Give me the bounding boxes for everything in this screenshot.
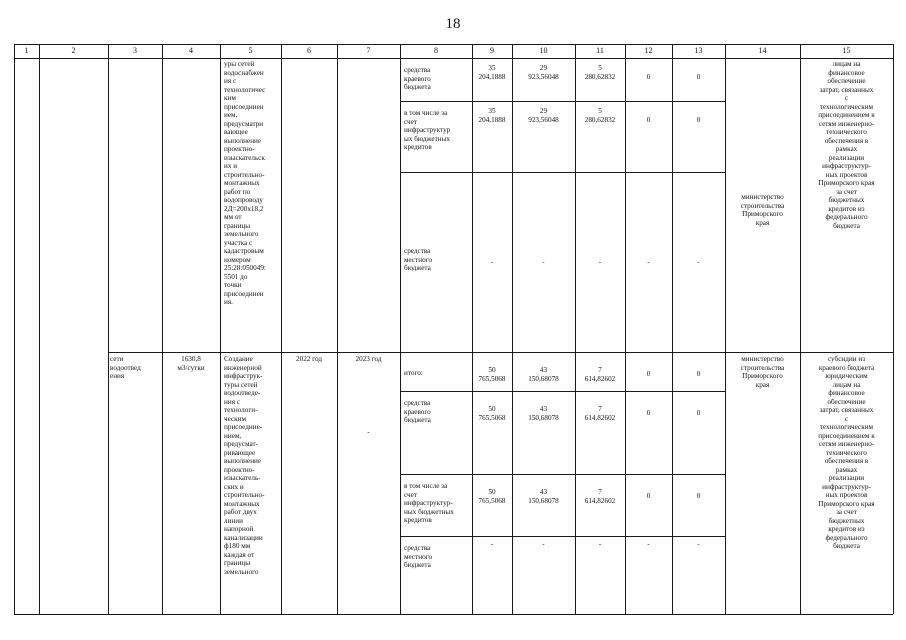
column-header: 6 xyxy=(307,46,311,55)
cell-line: краевого xyxy=(404,74,431,83)
cell-line: м3/сутки xyxy=(177,363,205,372)
cell-line: ения xyxy=(110,372,125,380)
cell-line: проектно- xyxy=(224,465,255,474)
amount-value xyxy=(575,405,625,422)
cell-line: бюджета xyxy=(833,221,860,230)
cell-line: инфраструк- xyxy=(224,372,263,380)
cell-line: министерство xyxy=(741,355,784,363)
cell-line: их и xyxy=(224,162,238,170)
measure-description xyxy=(802,355,891,551)
funding-source xyxy=(404,399,470,425)
cell-line: 43 xyxy=(539,366,548,374)
amount-value: 0 xyxy=(646,409,651,417)
cell-line: кадастровым xyxy=(224,247,264,255)
header-bottom-border xyxy=(14,58,893,59)
column-header: 13 xyxy=(694,46,703,55)
amount-value xyxy=(472,488,512,505)
cell-line: 35 xyxy=(488,107,496,115)
cell-line: границы xyxy=(224,221,251,230)
cell-line: предусматри xyxy=(224,119,264,128)
amount-value xyxy=(575,366,625,383)
column-header: 7 xyxy=(366,46,371,55)
cell-line: 280,62832 xyxy=(584,115,616,124)
cell-line: 29 xyxy=(539,64,548,72)
amount-value: - xyxy=(647,258,650,266)
cell-line: лицам на xyxy=(832,380,861,389)
cell-line: номером xyxy=(224,255,251,264)
amount-value: - xyxy=(697,540,700,548)
cell-line: 5 xyxy=(598,107,602,115)
cell-line: 50 xyxy=(488,488,496,496)
cell-line: федерального xyxy=(825,213,868,221)
column-border xyxy=(625,44,626,614)
column-border xyxy=(893,44,894,614)
amount-value xyxy=(472,64,512,81)
cell-line: водоснабжен xyxy=(224,68,264,77)
amount-value xyxy=(512,405,575,422)
subrow-separator xyxy=(400,391,725,392)
column-border xyxy=(281,44,282,614)
amount-value: 0 xyxy=(646,492,651,500)
amount-value: - xyxy=(647,540,650,548)
cell-line: кредитов из xyxy=(828,525,865,533)
cell-line: 7 xyxy=(598,488,602,496)
cell-line: рамках xyxy=(835,465,858,474)
cell-line: водопроводу xyxy=(224,196,263,204)
cell-line: выполнение xyxy=(224,457,262,465)
amount-value xyxy=(575,107,625,124)
cell-line: бюджета xyxy=(404,83,431,91)
subrow-separator xyxy=(400,172,725,173)
cell-line: строительно- xyxy=(224,491,265,499)
cell-line: изыскательск xyxy=(224,153,265,162)
measure-description xyxy=(802,60,891,230)
cell-line: водоотвед xyxy=(110,363,141,372)
cell-line: водоотведе- xyxy=(224,389,261,397)
cell-line: обеспечение xyxy=(827,397,866,406)
column-border xyxy=(575,44,576,614)
cell-line: Приморского xyxy=(742,372,783,380)
cell-line: итого: xyxy=(404,369,423,377)
amount-value: - xyxy=(697,258,700,266)
cell-line: средства xyxy=(404,66,431,74)
column-header: 14 xyxy=(758,46,767,55)
cell-line: за счет xyxy=(836,508,857,516)
cell-line: проектно- xyxy=(224,145,255,153)
cell-line: кредитов xyxy=(404,516,432,524)
cell-line: федерального xyxy=(825,533,868,542)
cell-line: местного xyxy=(404,552,433,561)
cell-line: средства xyxy=(404,399,431,407)
start-year: 2022 год xyxy=(296,355,322,363)
table-bottom-border xyxy=(14,614,893,615)
cell-line: 5501 до xyxy=(224,272,248,281)
amount-value xyxy=(472,107,512,124)
cell-line: обеспечения в xyxy=(824,136,869,145)
cell-line: 204,1888 xyxy=(478,115,506,124)
cell-line: бюджета xyxy=(404,264,431,272)
cell-line: участка с xyxy=(224,238,253,247)
column-border xyxy=(672,44,673,614)
funding-source xyxy=(404,66,470,92)
amount-value: 0 xyxy=(646,370,651,378)
cell-line: бюджетных xyxy=(828,196,865,204)
amount-value: 0 xyxy=(696,116,701,124)
cell-line: земельного xyxy=(224,230,259,238)
cell-line: местного xyxy=(404,255,433,264)
cell-line: в том числе за xyxy=(404,482,448,490)
cell-line: технического xyxy=(826,128,867,136)
cell-line: монтажных xyxy=(224,179,260,187)
amount-value: 0 xyxy=(646,116,651,124)
cell-line: юридическим xyxy=(825,372,868,380)
cell-line: 765,5068 xyxy=(478,496,506,505)
column-border xyxy=(220,44,221,614)
cell-line: реализации xyxy=(828,474,865,482)
column-header: 5 xyxy=(248,46,253,55)
cell-line: реализации xyxy=(828,153,865,162)
cell-line: бюджета xyxy=(833,542,860,550)
cell-line: ских и xyxy=(224,482,244,491)
cell-line: ия. xyxy=(224,298,233,306)
cell-line: технического xyxy=(826,448,867,457)
cell-line: присоединен xyxy=(224,289,264,298)
cell-line: строительства xyxy=(740,363,785,372)
cell-line: 765,5068 xyxy=(478,413,506,422)
cell-line: 29 xyxy=(539,107,548,115)
column-header: 2 xyxy=(71,46,76,55)
funding-source xyxy=(404,482,470,525)
cell-line: 614,82602 xyxy=(584,413,616,422)
cell-line: границы xyxy=(224,559,251,567)
cell-line: работ по xyxy=(224,187,251,196)
cell-line: 2Д=200х18,2 xyxy=(224,204,264,213)
amount-value: - xyxy=(490,540,494,548)
cell-line: счет xyxy=(404,117,417,126)
cell-line: инженерной xyxy=(224,363,262,372)
cell-line: финансовое xyxy=(828,68,865,77)
cell-line: ием, xyxy=(224,111,238,119)
cell-line: инфраструктур- xyxy=(404,499,453,507)
cell-line: счет xyxy=(404,490,417,499)
cell-line: изыскатель- xyxy=(224,474,261,482)
cell-line: 43 xyxy=(539,405,548,413)
amount-value: - xyxy=(598,258,602,266)
cell-line: 43 xyxy=(539,488,548,496)
cell-line: сетям инженерно- xyxy=(818,440,875,448)
cell-line: технологичес xyxy=(224,85,266,94)
cell-line: 204,1888 xyxy=(478,72,506,81)
cell-line: 923,56048 xyxy=(528,115,559,124)
cell-line: ных проектов xyxy=(825,491,868,499)
cell-line: обеспечения в xyxy=(824,457,869,465)
amount-value: 0 xyxy=(696,73,701,81)
cell-line: края xyxy=(755,380,770,389)
amount-value xyxy=(512,366,575,383)
cell-line: нием, xyxy=(224,431,242,440)
cell-line: ных проектов xyxy=(825,170,868,179)
column-header: 12 xyxy=(644,46,653,55)
amount-value: 0 xyxy=(646,73,651,81)
cell-line: 614,82602 xyxy=(584,374,616,383)
cell-line: вающее xyxy=(224,128,248,136)
object-description xyxy=(224,60,281,307)
cell-line: 923,56048 xyxy=(528,72,559,81)
cell-line: присоединен xyxy=(224,102,264,111)
cell-line: 7 xyxy=(598,405,602,413)
cell-line: монтажных xyxy=(224,499,260,508)
column-header: 1 xyxy=(24,46,29,55)
page-number: 18 xyxy=(445,16,461,32)
amount-value xyxy=(472,405,512,422)
column-header: 11 xyxy=(596,46,604,55)
funding-source xyxy=(404,247,470,273)
cell-line: бюджета xyxy=(404,561,431,569)
column-border xyxy=(162,44,163,614)
cell-line: ческим xyxy=(224,414,247,423)
cell-line: 765,5068 xyxy=(478,374,506,383)
amount-value xyxy=(472,366,512,383)
column-header: 8 xyxy=(434,46,438,55)
object-type xyxy=(110,355,160,381)
cell-line: бюджетных xyxy=(828,516,865,525)
cell-line: предусмат- xyxy=(224,440,259,448)
column-header: 9 xyxy=(490,46,494,55)
column-border xyxy=(14,44,15,614)
cell-line: уры сетей xyxy=(224,60,255,68)
cell-line: ных бюджетных xyxy=(404,507,454,516)
amount-value xyxy=(575,488,625,505)
row-separator xyxy=(108,352,893,353)
cell-line: строительно- xyxy=(224,170,265,179)
cell-line: субсидии из xyxy=(827,355,866,363)
cell-line: 150,68078 xyxy=(528,374,559,383)
cell-line: ривающее xyxy=(224,448,256,457)
cell-line: 35 xyxy=(488,64,496,72)
cell-line: 150,68078 xyxy=(528,413,559,422)
cell-line: затрат, связанных xyxy=(819,85,874,94)
cell-line: за счет xyxy=(836,187,857,196)
cell-line: кредитов xyxy=(404,143,432,151)
cell-line: министерство xyxy=(741,193,784,201)
amount-value: - xyxy=(542,540,545,548)
cell-line: присоединением к xyxy=(818,431,875,440)
cell-line: туры сетей xyxy=(224,380,258,389)
amount-value: - xyxy=(542,258,545,266)
cell-line: 150,68078 xyxy=(528,496,559,505)
cell-line: ых бюджетных xyxy=(404,134,451,143)
capacity xyxy=(162,355,220,372)
cell-line: 280,62832 xyxy=(584,72,616,81)
cell-line: присоедине- xyxy=(224,423,263,431)
object-description xyxy=(224,355,281,576)
cell-line: 50 xyxy=(488,405,496,413)
column-border xyxy=(400,44,401,614)
cell-line: 614,82602 xyxy=(584,496,616,505)
cell-line: напорной xyxy=(224,525,254,533)
subrow-separator xyxy=(400,101,725,102)
cell-line: краевого xyxy=(404,407,431,416)
cell-line: линии xyxy=(224,516,243,525)
column-border xyxy=(800,44,801,614)
cell-line: инфраструктур- xyxy=(822,162,871,170)
cell-line: мм от xyxy=(224,213,242,221)
cell-line: средства xyxy=(404,544,431,552)
cell-line: бюджета xyxy=(404,416,431,424)
cell-line: рамках xyxy=(835,145,858,153)
cell-line: Приморского xyxy=(742,210,783,218)
cell-line: 7 xyxy=(598,366,602,374)
cell-line: затрат, связанных xyxy=(819,406,874,414)
cell-line: в том числе за xyxy=(404,109,448,117)
cell-line: края xyxy=(755,218,770,227)
column-border xyxy=(39,44,40,614)
amount-value: 0 xyxy=(696,370,701,378)
column-border xyxy=(725,44,726,614)
cell-line: Приморского края xyxy=(818,499,875,508)
column-header: 15 xyxy=(842,46,851,55)
amount-value xyxy=(512,107,575,124)
cell-line: инфраструктур- xyxy=(822,482,871,491)
cell-line: выполнение xyxy=(224,136,262,145)
cell-line: канализации xyxy=(224,533,263,542)
column-header: 10 xyxy=(539,46,548,55)
cell-line: точки xyxy=(224,281,242,289)
responsible-authority xyxy=(725,193,800,227)
amount-value: - xyxy=(490,258,494,266)
cell-line: каждая от xyxy=(224,550,255,559)
cell-line: земельного xyxy=(224,567,259,576)
cell-line: технологи- xyxy=(224,406,258,414)
cell-line: присоединением к xyxy=(818,111,875,119)
cell-line: сети xyxy=(110,355,124,363)
cell-mark: - xyxy=(367,428,370,436)
cell-line: с xyxy=(844,94,849,102)
cell-line: сетям инженерно- xyxy=(818,119,875,128)
cell-line: Приморского края xyxy=(818,179,875,187)
cell-line: 5 xyxy=(598,64,602,72)
subrow-separator xyxy=(400,474,725,475)
column-header: 4 xyxy=(189,46,193,55)
cell-line: средства xyxy=(404,247,431,255)
funding-source xyxy=(404,109,470,152)
cell-line: финансовое xyxy=(828,389,865,397)
cell-line: с xyxy=(844,414,849,423)
cell-line: работ двух xyxy=(224,508,257,516)
cell-line: ким xyxy=(224,94,236,102)
amount-value xyxy=(575,64,625,81)
subrow-separator xyxy=(400,536,725,537)
responsible-authority xyxy=(725,355,800,389)
column-border xyxy=(108,44,109,614)
amount-value: 0 xyxy=(696,492,701,500)
cell-line: технологическим xyxy=(819,102,874,111)
amount-value xyxy=(512,64,575,81)
cell-line: кредитов из xyxy=(828,204,865,213)
column-border xyxy=(472,44,473,614)
funding-source xyxy=(404,544,470,570)
cell-line: 25:28:050049: xyxy=(224,264,266,272)
cell-line: Создание xyxy=(224,355,253,363)
cell-line: ия с xyxy=(224,77,237,85)
cell-line: ф180 мм xyxy=(224,542,251,550)
cell-line: технологическим xyxy=(819,423,874,431)
amount-value xyxy=(512,488,575,505)
column-border xyxy=(512,44,513,614)
column-header: 3 xyxy=(133,46,137,55)
cell-line: строительства xyxy=(740,201,785,210)
cell-line: обеспечение xyxy=(827,77,866,85)
cell-line: ния с xyxy=(224,397,240,406)
cell-line: краевого бюджета xyxy=(818,363,875,372)
cell-line: 50 xyxy=(488,366,496,374)
amount-value: - xyxy=(598,540,602,548)
column-border xyxy=(337,44,338,614)
end-year: 2023 год xyxy=(355,355,382,363)
table-top-border xyxy=(14,44,893,45)
cell-line: инфраструктур xyxy=(404,126,451,134)
funding-source xyxy=(404,369,470,378)
cell-line: лицам на xyxy=(832,60,861,68)
cell-line: 1630,8 xyxy=(181,355,201,363)
amount-value: 0 xyxy=(696,409,701,417)
